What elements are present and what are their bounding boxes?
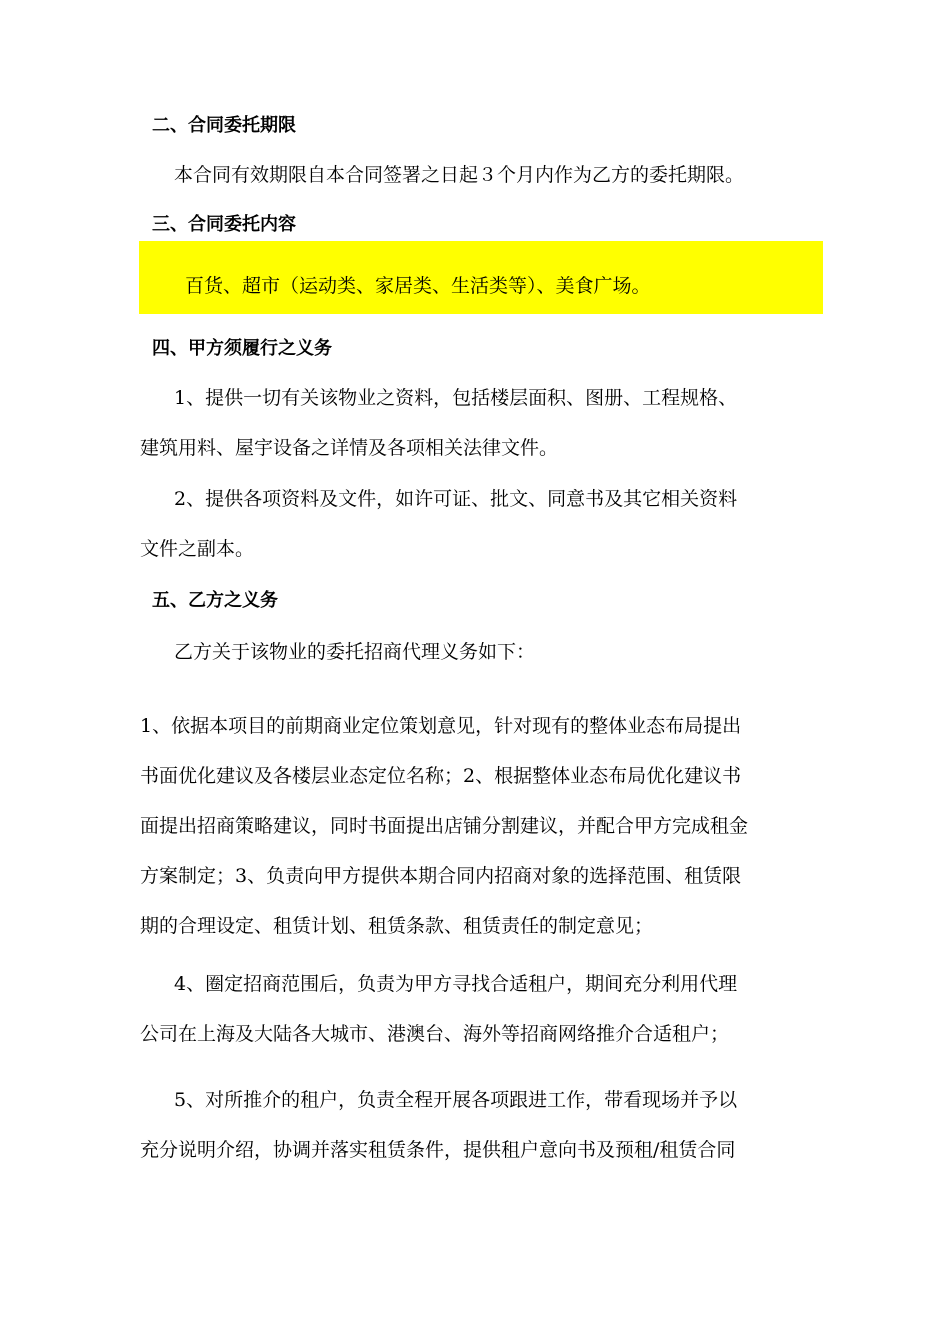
section-5-para-1-line-2: 书面优化建议及各楼层业态定位名称；2、根据整体业态布局优化建议书 (140, 765, 742, 787)
section-5-intro: 乙方关于该物业的委托招商代理义务如下： (174, 641, 536, 663)
section-5-para-3-line-1: 5、对所推介的租户，负责全程开展各项跟进工作，带看现场并予以 (174, 1089, 738, 1111)
section-5-para-2-line-1: 4、圈定招商范围后，负责为甲方寻找合适租户，期间充分利用代理 (174, 973, 738, 995)
section-4-item-1-line-2: 建筑用料、屋宇设备之详情及各项相关法律文件。 (140, 437, 559, 459)
highlighted-content-block (139, 241, 823, 314)
section-4-item-2-line-1: 2、提供各项资料及文件，如许可证、批文、同意书及其它相关资料 (174, 488, 738, 510)
section-5-para-3-line-2: 充分说明介绍，协调并落实租赁条件，提供租户意向书及预租/租赁合同 (140, 1139, 736, 1161)
section-5-para-1-line-4: 方案制定；3、负责向甲方提供本期合同内招商对象的选择范围、租赁限 (140, 865, 742, 887)
section-3-heading: 三、合同委托内容 (152, 214, 296, 235)
section-5-heading: 五、乙方之义务 (152, 590, 278, 611)
section-4-item-2-line-2: 文件之副本。 (140, 538, 255, 560)
section-5-para-1-line-1: 1、依据本项目的前期商业定位策划意见，针对现有的整体业态布局提出 (140, 715, 742, 737)
section-5-para-1-line-3: 面提出招商策略建议，同时书面提出店铺分割建议，并配合甲方完成租金 (140, 815, 749, 837)
section-3-highlight-text: 百货、超市（运动类、家居类、生活类等）、美食广场。 (185, 275, 651, 297)
section-5-para-2-line-2: 公司在上海及大陆各大城市、港澳台、海外等招商网络推介合适租户； (140, 1023, 730, 1045)
section-4-heading: 四、甲方须履行之义务 (152, 338, 332, 359)
section-5-para-1-line-5: 期的合理设定、租赁计划、租赁条款、租赁责任的制定意见； (140, 915, 654, 937)
section-4-item-1-line-1: 1、提供一切有关该物业之资料，包括楼层面积、图册、工程规格、 (174, 387, 738, 409)
section-2-heading: 二、合同委托期限 (152, 115, 296, 136)
section-2-text: 本合同有效期限自本合同签署之日起３个月内作为乙方的委托期限。 (174, 164, 745, 186)
